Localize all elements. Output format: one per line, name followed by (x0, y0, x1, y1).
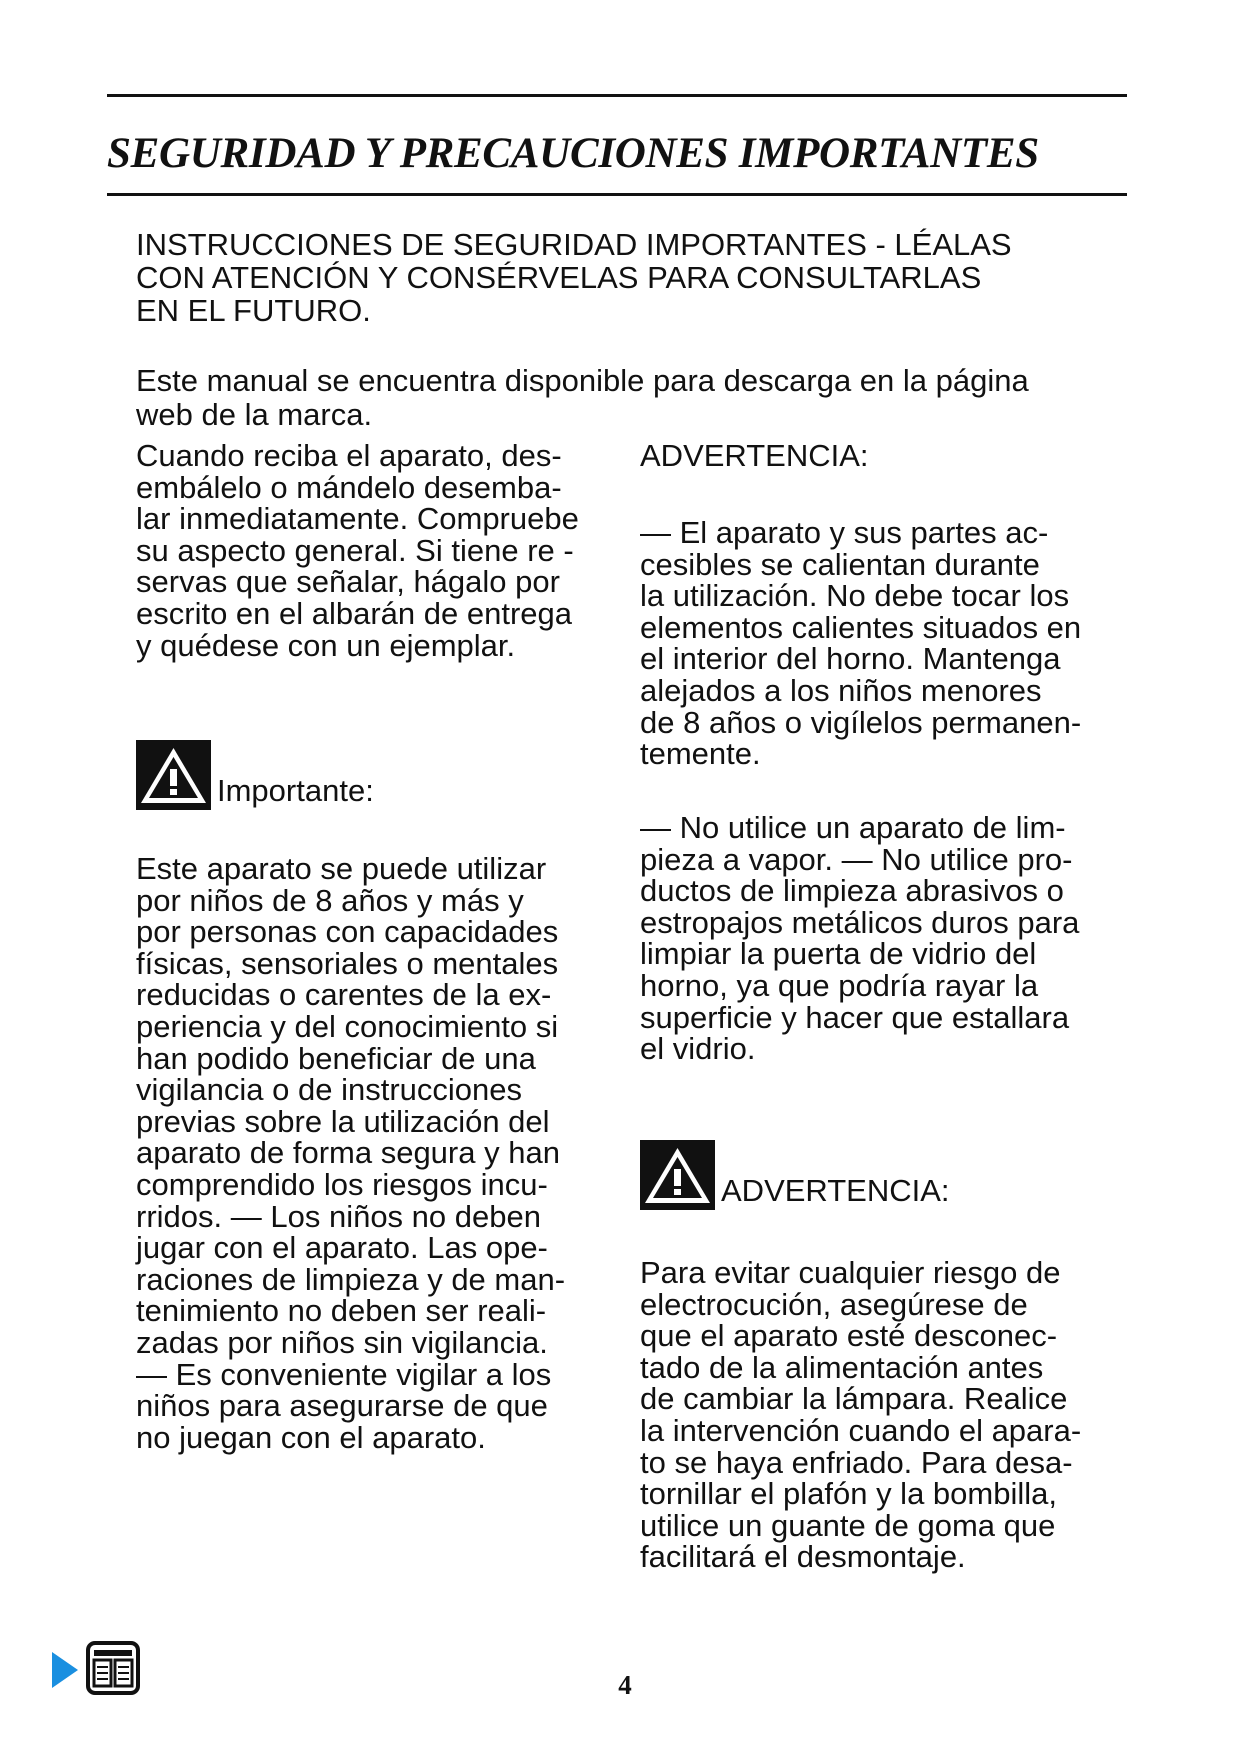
page-number: 4 (618, 1670, 632, 1700)
important-notice (136, 740, 374, 810)
reception-paragraph: Cuando reciba el aparato, des- embálelo o mándelo desemba- lar inmediatamente. Compruebe su aspecto general. Si tiene re - servas que señalar, hágalo por escrito en el albarán de entrega y quédese con un ejemplar. (136, 438, 579, 663)
title-bottom-rule (107, 193, 1127, 196)
important-paragraph: Este aparato se puede utilizar por niños de 8 años y más y por personas con capacidades físicas, sensoriales o mentales reducidas o carentes de la ex- periencia y del conocimiento si han podido beneficiar de una vigilancia o de instrucciones previas sobre la utilización del aparato de forma segura y han comprendido los riesgos incu- rridos. — Los niños no deben jugar con el aparato. Las ope- raciones de limpieza y de man- tenimiento no deben ser reali- zadas por niños sin vigilancia. — Es conveniente vigilar a los niños para asegurarse de que no juegan con el aparato. (136, 851, 566, 1455)
table-of-contents-icon[interactable] (85, 1640, 141, 1696)
electrocution-warning-notice (640, 1140, 950, 1210)
electrocution-warning-paragraph: Para evitar cualquier riesgo de electrocución, asegúrese de que el aparato esté desconec- tado de la alimentación antes de cambiar la lámpara. Realice la intervención cuando el apara- to se haya enfriado. Para desa- tornillar el plafón y la bombilla, utilice un guante de goma que facilitará el desmontaje. (640, 1255, 1082, 1575)
warning-triangle-icon (640, 1140, 715, 1210)
warning-triangle-icon (136, 740, 211, 810)
play-arrow-icon[interactable] (52, 1652, 78, 1688)
top-rule (107, 94, 1127, 97)
warning-cleaning-paragraph: — No utilice un aparato de lim- pieza a vapor. — No utilice pro- ductos de limpieza abrasivos o estropajos metálicos duros para limpiar la puerta de vidrio del horno, ya que podría rayar la superficie y hacer que estallara el vidrio. (640, 810, 1080, 1067)
safety-instructions-heading: INSTRUCCIONES DE SEGURIDAD IMPORTANTES - LÉALAS CON ATENCIÓN Y CONSÉRVELAS PARA CONSULTARLAS EN EL FUTURO. (136, 227, 1012, 328)
warning2-label: ADVERTENCIA: (721, 1173, 950, 1208)
warning-hot-parts-paragraph: — El aparato y sus partes ac- cesibles se calientan durante la utilización. No debe tocar los elementos calientes situados en el interior del horno. Mantenga alejados a los niños menores de 8 años o vigílelos permanen- temente. (640, 515, 1082, 772)
warning-title: ADVERTENCIA: (640, 438, 869, 473)
important-label: Importante: (217, 773, 374, 808)
page-title: SEGURIDAD Y PRECAUCIONES IMPORTANTES (107, 130, 1039, 177)
manual-download-note: Este manual se encuentra disponible para descarga en la página web de la marca. (136, 363, 1029, 432)
